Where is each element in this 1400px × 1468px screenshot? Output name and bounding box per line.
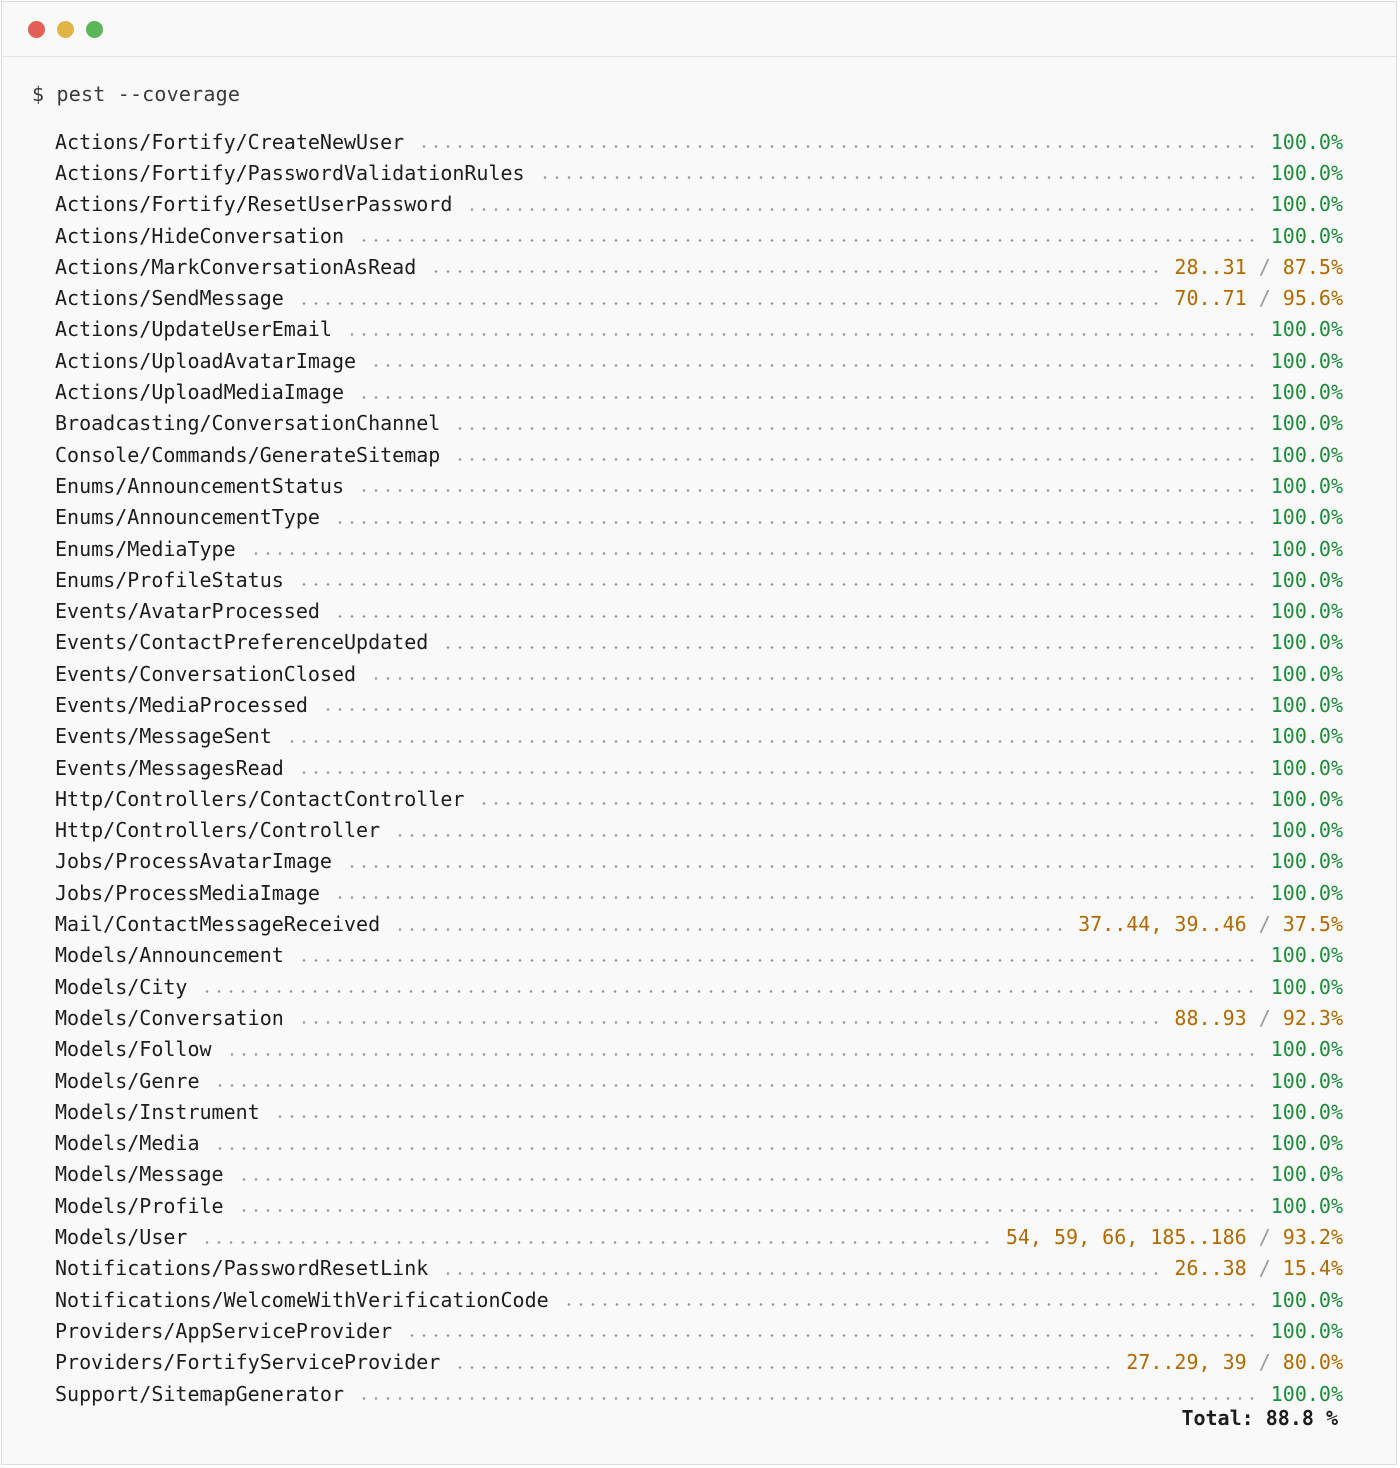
file-name: Models/Instrument — [55, 1099, 260, 1124]
close-window-button[interactable] — [28, 21, 45, 38]
file-name: Actions/Fortify/PasswordValidationRules — [55, 160, 525, 185]
dot-leader — [214, 1084, 1257, 1087]
coverage-row — [55, 470, 1343, 501]
coverage-row — [55, 533, 1343, 564]
coverage-percent: 100.0% — [1270, 160, 1343, 185]
coverage-percent: 100.0% — [1270, 473, 1343, 498]
dot-leader — [334, 521, 1257, 524]
coverage-row — [55, 1378, 1343, 1409]
coverage-percent: 100.0% — [1270, 1287, 1343, 1312]
dot-leader — [298, 1021, 1161, 1024]
file-name: Models/Genre — [55, 1068, 200, 1093]
dot-leader — [563, 1303, 1257, 1306]
coverage-row — [55, 1190, 1343, 1221]
file-name: Enums/ProfileStatus — [55, 567, 284, 592]
file-name: Mail/ContactMessageReceived — [55, 912, 381, 937]
dot-leader — [238, 1209, 1257, 1212]
file-name: Notifications/WelcomeWithVerificationCode — [55, 1287, 549, 1312]
dot-leader — [298, 583, 1257, 586]
dot-leader — [418, 145, 1257, 148]
uncovered-lines: 54, 59, 66, 185..186 — [1005, 1225, 1247, 1250]
dot-leader — [442, 1272, 1160, 1275]
prompt-symbol: $ — [32, 82, 45, 106]
dot-leader — [334, 896, 1257, 899]
dot-leader — [201, 1241, 991, 1244]
dot-leader — [394, 928, 1064, 931]
coverage-percent: 37.5% — [1282, 912, 1343, 937]
coverage-percent: 100.0% — [1270, 943, 1343, 968]
dot-leader — [358, 396, 1257, 399]
coverage-row — [55, 815, 1343, 846]
dot-leader — [226, 1053, 1257, 1056]
dot-leader — [238, 1178, 1257, 1181]
coverage-percent: 100.0% — [1270, 505, 1343, 530]
file-name: Models/User — [55, 1225, 188, 1250]
dot-leader — [334, 615, 1257, 618]
coverage-row — [55, 439, 1343, 470]
file-name: Jobs/ProcessAvatarImage — [55, 849, 332, 874]
coverage-row — [55, 220, 1343, 251]
file-name: Actions/HideConversation — [55, 223, 344, 248]
coverage-percent: 100.0% — [1270, 692, 1343, 717]
coverage-percent: 100.0% — [1270, 348, 1343, 373]
coverage-percent: 100.0% — [1270, 1318, 1343, 1343]
coverage-row — [55, 157, 1343, 188]
coverage-row — [55, 1002, 1343, 1033]
coverage-row — [55, 940, 1343, 971]
coverage-percent: 100.0% — [1270, 223, 1343, 248]
dot-leader — [250, 552, 1257, 555]
coverage-percent: 100.0% — [1270, 1193, 1343, 1218]
file-name: Enums/AnnouncementStatus — [55, 473, 344, 498]
file-name: Models/City — [55, 974, 188, 999]
separator: / — [1246, 1256, 1283, 1281]
separator: / — [1246, 1005, 1283, 1030]
coverage-row — [55, 846, 1343, 877]
dot-leader — [214, 1147, 1257, 1150]
coverage-percent: 92.3% — [1282, 1005, 1343, 1030]
coverage-percent: 95.6% — [1282, 286, 1343, 311]
coverage-row — [55, 908, 1343, 939]
total-value: 88.8 — [1265, 1406, 1314, 1430]
coverage-row — [55, 877, 1343, 908]
coverage-percent: 100.0% — [1270, 1162, 1343, 1187]
coverage-percent: 100.0% — [1270, 849, 1343, 874]
title-bar — [2, 2, 1396, 57]
file-name: Models/Announcement — [55, 943, 284, 968]
coverage-row — [55, 376, 1343, 407]
minimize-window-button[interactable] — [57, 21, 74, 38]
coverage-row — [55, 752, 1343, 783]
separator: / — [1246, 286, 1283, 311]
file-name: Models/Profile — [55, 1193, 224, 1218]
dot-leader — [370, 677, 1257, 680]
coverage-percent: 15.4% — [1282, 1256, 1343, 1281]
coverage-row — [55, 1253, 1343, 1284]
file-name: Providers/FortifyServiceProvider — [55, 1350, 441, 1375]
dot-leader — [394, 834, 1257, 837]
coverage-row — [55, 689, 1343, 720]
uncovered-lines: 26..38 — [1174, 1256, 1247, 1281]
dot-leader — [346, 865, 1257, 868]
dot-leader — [454, 458, 1256, 461]
dot-leader — [358, 239, 1257, 242]
uncovered-lines: 27..29, 39 — [1126, 1350, 1247, 1375]
coverage-row — [55, 126, 1343, 157]
coverage-percent: 100.0% — [1270, 411, 1343, 436]
file-name: Enums/AnnouncementType — [55, 505, 320, 530]
file-name: Models/Conversation — [55, 1005, 284, 1030]
file-name: Notifications/PasswordResetLink — [55, 1256, 429, 1281]
file-name: Events/MessagesRead — [55, 755, 284, 780]
dot-leader — [454, 427, 1256, 430]
uncovered-lines: 28..31 — [1174, 254, 1247, 279]
coverage-row — [55, 595, 1343, 626]
file-name: Enums/MediaType — [55, 536, 236, 561]
coverage-percent: 100.0% — [1270, 974, 1343, 999]
file-name: Events/MessageSent — [55, 724, 272, 749]
file-name: Console/Commands/GenerateSitemap — [55, 442, 441, 467]
coverage-report — [55, 126, 1343, 1409]
dot-leader — [358, 489, 1257, 492]
coverage-percent: 100.0% — [1270, 661, 1343, 686]
dot-leader — [406, 1334, 1257, 1337]
file-name: Actions/MarkConversationAsRead — [55, 254, 417, 279]
coverage-total — [1181, 1406, 1338, 1430]
file-name: Broadcasting/ConversationChannel — [55, 411, 441, 436]
coverage-row — [55, 189, 1343, 220]
dot-leader — [430, 270, 1160, 273]
coverage-percent: 100.0% — [1270, 442, 1343, 467]
dot-leader — [346, 333, 1257, 336]
dot-leader — [466, 208, 1256, 211]
coverage-percent: 100.0% — [1270, 1131, 1343, 1156]
coverage-percent: 87.5% — [1282, 254, 1343, 279]
coverage-row — [55, 1284, 1343, 1315]
coverage-row — [55, 408, 1343, 439]
coverage-percent: 100.0% — [1270, 380, 1343, 405]
uncovered-lines: 37..44, 39..46 — [1078, 912, 1247, 937]
file-name: Events/ConversationClosed — [55, 661, 357, 686]
coverage-percent: 100.0% — [1270, 1068, 1343, 1093]
coverage-percent: 100.0% — [1270, 129, 1343, 154]
total-unit: % — [1325, 1406, 1338, 1430]
coverage-row — [55, 314, 1343, 345]
file-name: Actions/UploadMediaImage — [55, 380, 344, 405]
coverage-percent: 100.0% — [1270, 818, 1343, 843]
file-name: Events/AvatarProcessed — [55, 599, 320, 624]
coverage-percent: 100.0% — [1270, 599, 1343, 624]
file-name: Actions/Fortify/CreateNewUser — [55, 129, 405, 154]
dot-leader — [298, 771, 1257, 774]
coverage-percent: 100.0% — [1270, 880, 1343, 905]
coverage-percent: 100.0% — [1270, 1037, 1343, 1062]
zoom-window-button[interactable] — [86, 21, 103, 38]
dot-leader — [478, 802, 1256, 805]
separator: / — [1246, 1350, 1283, 1375]
separator: / — [1246, 912, 1283, 937]
total-label: Total: — [1181, 1406, 1254, 1430]
coverage-row — [55, 564, 1343, 595]
coverage-row — [55, 721, 1343, 752]
dot-leader — [358, 1397, 1257, 1400]
file-name: Models/Follow — [55, 1037, 212, 1062]
coverage-row — [55, 502, 1343, 533]
coverage-row — [55, 1221, 1343, 1252]
file-name: Actions/UploadAvatarImage — [55, 348, 357, 373]
dot-leader — [454, 1366, 1112, 1369]
coverage-percent: 100.0% — [1270, 630, 1343, 655]
file-name: Support/SitemapGenerator — [55, 1381, 344, 1406]
coverage-percent: 100.0% — [1270, 1099, 1343, 1124]
coverage-percent: 100.0% — [1270, 724, 1343, 749]
file-name: Actions/UpdateUserEmail — [55, 317, 332, 342]
uncovered-lines: 70..71 — [1174, 286, 1247, 311]
coverage-percent: 100.0% — [1270, 567, 1343, 592]
dot-leader — [298, 302, 1161, 305]
dot-leader — [274, 1115, 1257, 1118]
file-name: Actions/Fortify/ResetUserPassword — [55, 192, 453, 217]
coverage-row — [55, 282, 1343, 313]
coverage-row — [55, 658, 1343, 689]
coverage-percent: 93.2% — [1282, 1225, 1343, 1250]
coverage-row — [55, 1315, 1343, 1346]
coverage-row — [55, 627, 1343, 658]
dot-leader — [322, 708, 1257, 711]
coverage-percent: 100.0% — [1270, 755, 1343, 780]
file-name: Events/ContactPreferenceUpdated — [55, 630, 429, 655]
file-name: Http/Controllers/Controller — [55, 818, 381, 843]
dot-leader — [201, 990, 1256, 993]
dot-leader — [286, 740, 1257, 743]
coverage-percent: 100.0% — [1270, 786, 1343, 811]
terminal-window — [1, 1, 1397, 1465]
coverage-row — [55, 1034, 1343, 1065]
file-name: Providers/AppServiceProvider — [55, 1318, 393, 1343]
file-name: Actions/SendMessage — [55, 286, 284, 311]
dot-leader — [298, 959, 1257, 962]
coverage-row — [55, 1159, 1343, 1190]
file-name: Http/Controllers/ContactController — [55, 786, 465, 811]
uncovered-lines: 88..93 — [1174, 1005, 1247, 1030]
coverage-row — [55, 971, 1343, 1002]
coverage-percent: 100.0% — [1270, 536, 1343, 561]
coverage-row — [55, 783, 1343, 814]
file-name: Events/MediaProcessed — [55, 692, 308, 717]
coverage-percent: 100.0% — [1270, 1381, 1343, 1406]
coverage-percent: 80.0% — [1282, 1350, 1343, 1375]
dot-leader — [539, 176, 1257, 179]
coverage-percent: 100.0% — [1270, 192, 1343, 217]
coverage-row — [55, 1096, 1343, 1127]
command-text: pest --coverage — [56, 82, 241, 106]
file-name: Models/Message — [55, 1162, 224, 1187]
command-line — [32, 82, 240, 106]
separator: / — [1246, 254, 1283, 279]
coverage-row — [55, 345, 1343, 376]
file-name: Models/Media — [55, 1131, 200, 1156]
coverage-row — [55, 251, 1343, 282]
dot-leader — [370, 364, 1257, 367]
coverage-percent: 100.0% — [1270, 317, 1343, 342]
file-name: Jobs/ProcessMediaImage — [55, 880, 320, 905]
dot-leader — [442, 646, 1256, 649]
separator: / — [1246, 1225, 1283, 1250]
coverage-row — [55, 1128, 1343, 1159]
coverage-row — [55, 1347, 1343, 1378]
coverage-row — [55, 1065, 1343, 1096]
